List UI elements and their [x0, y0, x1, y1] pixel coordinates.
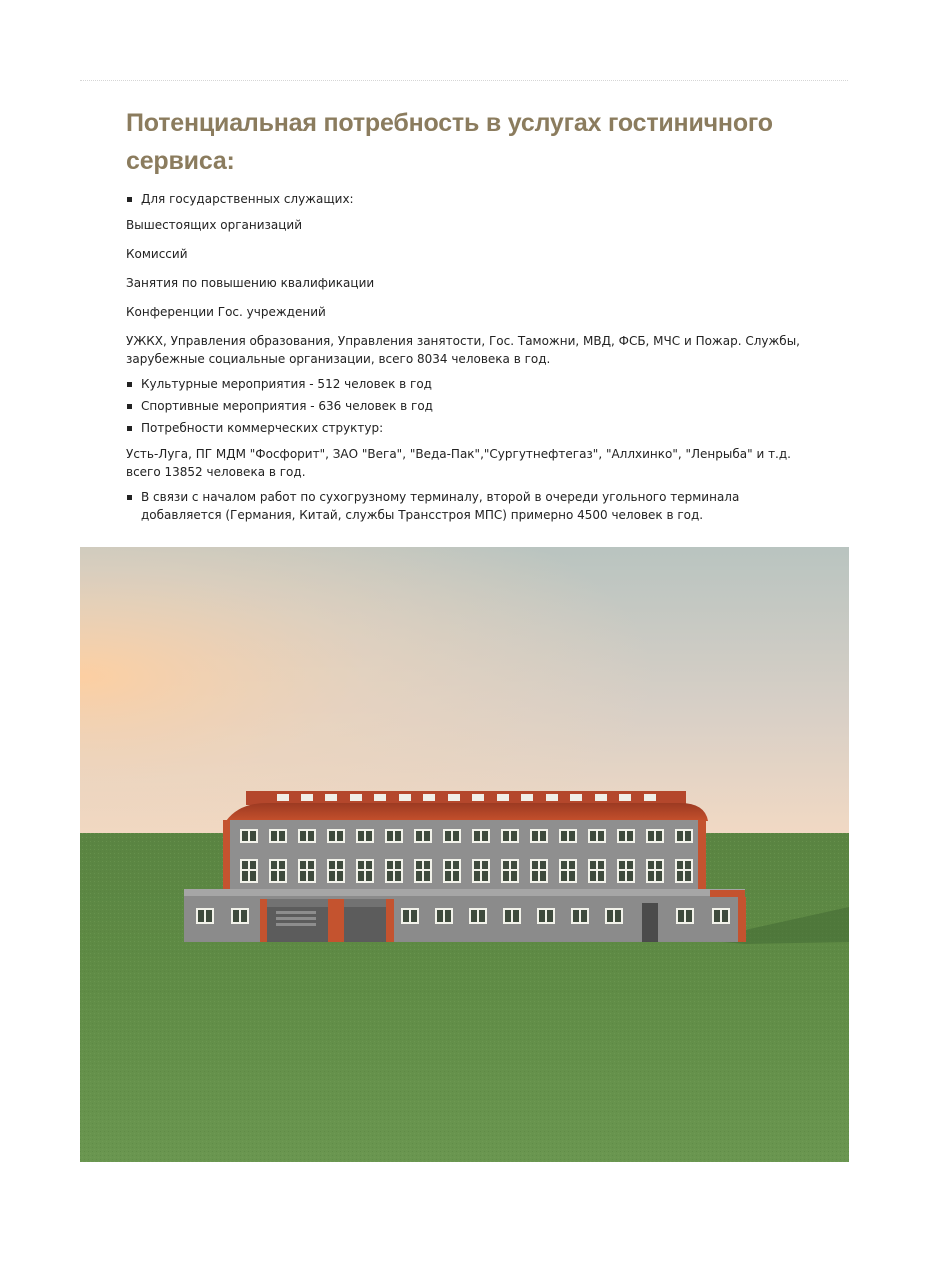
paragraph: Конференции Гос. учреждений: [126, 305, 326, 319]
upper-brick-corner-left: [223, 820, 230, 892]
passage-stairs: [276, 911, 316, 926]
list-item: Потребности коммерческих структур:: [126, 419, 806, 437]
list-item: В связи с началом работ по сухогрузному терминалу, второй в очереди угольного терминала добавляется (Германия, Китай, службы Трансстроя МПС) примерно 4500 человек в год.: [126, 488, 806, 524]
upper-windows: [230, 829, 698, 885]
bullet-list-1: [126, 190, 806, 208]
curved-roof: [226, 803, 708, 821]
side-door: [642, 903, 658, 942]
bullet-list-2: [126, 375, 806, 437]
building-render-image: [80, 547, 849, 1162]
article-content: [126, 104, 806, 532]
passage-brick-right: [386, 899, 394, 942]
side-roof-edge: [710, 890, 745, 897]
brick-corner-right: [738, 897, 746, 942]
paragraph: Усть-Луга, ПГ МДМ "Фосфорит", ЗАО "Вега", "Веда-Пак","Сургутнефтегаз", "Аллхинко", "Ленрыба" и т.д. всего 13852 человека в год.: [126, 447, 791, 479]
page-title: Потенциальная потребность в услугах гостиничного сервиса:: [126, 109, 773, 175]
bullet-list-3: [126, 488, 806, 524]
list-item: Для государственных служащих:: [126, 190, 806, 208]
list-item: Спортивные мероприятия - 636 человек в год: [126, 397, 806, 415]
building-render-svg: [80, 547, 849, 1162]
passage-brick-pillar: [328, 899, 344, 942]
paragraph: Занятия по повышению квалификации: [126, 276, 375, 290]
passage-brick-left: [260, 899, 267, 942]
list-item: Культурные мероприятия - 512 человек в год: [126, 375, 806, 393]
ground-floor-ledge: [184, 889, 745, 896]
paragraph: УЖКХ, Управления образования, Управления занятости, Гос. Таможни, МВД, ФСБ, МЧС и Пожар. Службы, зарубежные социальные организации, всего 8034 человека в год.: [126, 334, 800, 366]
paragraph: Комиссий: [126, 247, 188, 261]
upper-brick-corner-right: [698, 820, 706, 892]
paragraph: Вышестоящих организаций: [126, 218, 302, 232]
top-divider: [80, 80, 848, 81]
